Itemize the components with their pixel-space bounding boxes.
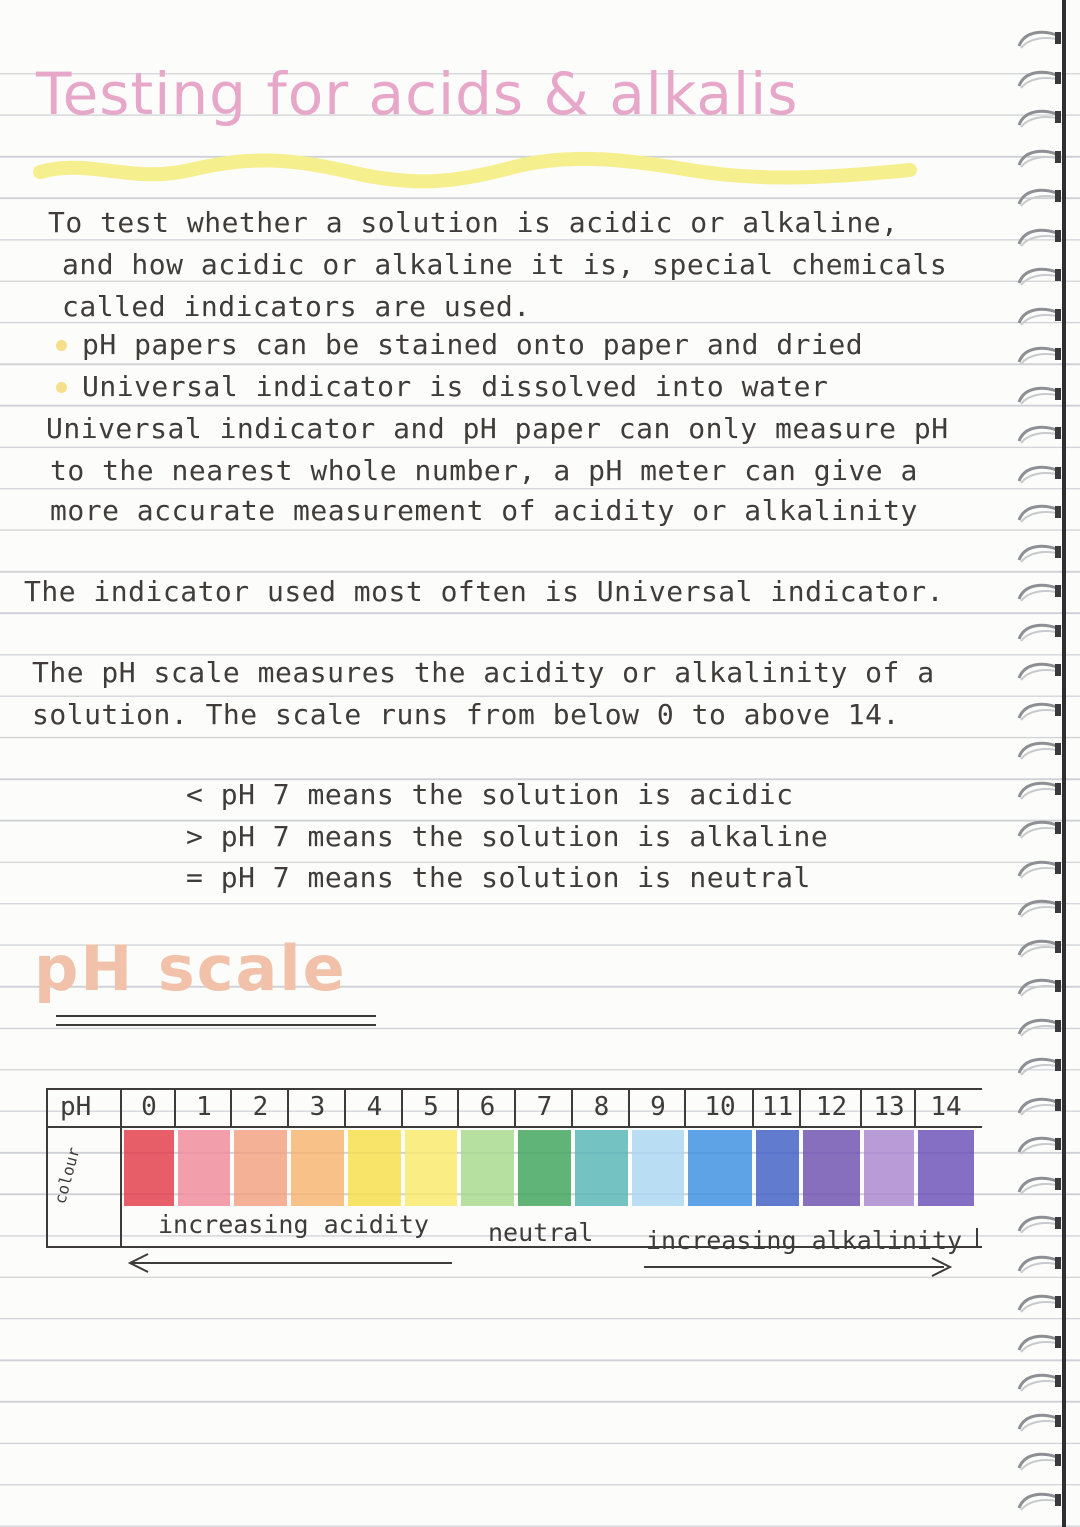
ph-colour-swatch bbox=[461, 1130, 514, 1206]
ph-value: 2 bbox=[252, 1092, 269, 1122]
ph-colour-swatch bbox=[348, 1130, 401, 1206]
rule-text: pH 7 means the solution is neutral bbox=[220, 861, 811, 894]
spiral-ring bbox=[1015, 107, 1063, 129]
ph-cell-14 bbox=[916, 1090, 976, 1208]
spiral-ring bbox=[1015, 186, 1063, 208]
bullet-ph-papers: pH papers can be stained onto paper and dried bbox=[82, 328, 864, 361]
table-border bbox=[46, 1088, 48, 1248]
spiral-ring bbox=[1015, 739, 1063, 761]
acidity-arrow bbox=[132, 1262, 452, 1264]
spiral-ring bbox=[1015, 384, 1063, 406]
spiral-ring bbox=[1015, 463, 1063, 485]
ph-cell-0 bbox=[122, 1090, 176, 1208]
accuracy-line-1: Universal indicator and pH paper can only measure pH bbox=[46, 412, 949, 445]
spiral-ring bbox=[1015, 1055, 1063, 1077]
spiral-ring bbox=[1015, 779, 1063, 801]
ph-value: 12 bbox=[815, 1092, 848, 1122]
ph-cell-3 bbox=[289, 1090, 346, 1208]
page-title: Testing for acids & alkalis bbox=[36, 60, 799, 128]
ph-value: 11 bbox=[761, 1092, 794, 1122]
spiral-ring bbox=[1015, 423, 1063, 445]
ph-colour-swatch bbox=[918, 1130, 974, 1206]
ph-colour-swatch bbox=[234, 1130, 287, 1206]
ph-cell-11 bbox=[754, 1090, 801, 1208]
ph-value: 1 bbox=[196, 1092, 212, 1122]
spiral-ring bbox=[1015, 1016, 1063, 1038]
accuracy-line-3: more accurate measurement of acidity or alkalinity bbox=[50, 494, 918, 527]
heading-underline bbox=[56, 1015, 376, 1017]
spiral-ring bbox=[1015, 265, 1063, 287]
ph-cell-10 bbox=[686, 1090, 754, 1208]
rule-neutral bbox=[186, 861, 811, 894]
neutral-label: neutral bbox=[488, 1218, 594, 1247]
ph-cell-7 bbox=[516, 1090, 573, 1208]
ph-value: 9 bbox=[650, 1092, 666, 1122]
ph-cell-5 bbox=[403, 1090, 459, 1208]
rule-text: pH 7 means the solution is alkaline bbox=[220, 820, 829, 853]
arrow-left-icon bbox=[126, 1252, 150, 1274]
spiral-ring bbox=[1015, 1134, 1063, 1156]
bullet-dot bbox=[56, 382, 67, 393]
colour-row-label: colour bbox=[50, 1145, 84, 1206]
spiral-ring bbox=[1015, 1371, 1063, 1393]
ph-colour-swatch bbox=[756, 1130, 799, 1206]
spiral-ring bbox=[1015, 1450, 1063, 1472]
spiral-ring bbox=[1015, 1253, 1063, 1275]
ph-colour-swatch bbox=[688, 1130, 752, 1206]
spiral-ring bbox=[1015, 305, 1063, 327]
ph-colour-swatch bbox=[124, 1130, 174, 1206]
spiral-ring bbox=[1015, 1095, 1063, 1117]
common-indicator-text: The indicator used most often is Universal indicator. bbox=[24, 575, 944, 608]
increasing-acidity-label: increasing acidity bbox=[158, 1210, 429, 1239]
ph-value: 13 bbox=[873, 1092, 905, 1122]
heading-underline bbox=[56, 1024, 376, 1026]
ph-cell-6 bbox=[459, 1090, 516, 1208]
spiral-ring bbox=[1015, 897, 1063, 919]
spiral-ring bbox=[1015, 1411, 1063, 1433]
rule-acidic bbox=[186, 778, 794, 811]
ph-cells bbox=[122, 1090, 976, 1208]
ph-cell-1 bbox=[176, 1090, 232, 1208]
spiral-ring bbox=[1015, 1213, 1063, 1235]
ph-colour-swatch bbox=[575, 1130, 628, 1206]
ph-cell-2 bbox=[232, 1090, 289, 1208]
spiral-ring bbox=[1015, 660, 1063, 682]
ph-value: 14 bbox=[930, 1092, 962, 1122]
ph-cell-13 bbox=[862, 1090, 916, 1208]
ph-value: 8 bbox=[593, 1092, 610, 1122]
ph-row-label: pH bbox=[60, 1092, 92, 1122]
spiral-ring bbox=[1015, 581, 1063, 603]
rule-symbol: = bbox=[186, 861, 204, 894]
rule-symbol: > bbox=[186, 820, 204, 853]
ph-colour-swatch bbox=[632, 1130, 684, 1206]
ph-value: 10 bbox=[704, 1092, 736, 1122]
spiral-ring bbox=[1015, 226, 1063, 248]
ph-value: 6 bbox=[479, 1092, 496, 1122]
ph-colour-swatch bbox=[291, 1130, 344, 1206]
intro-line-1: To test whether a solution is acidic or alkaline, bbox=[48, 206, 899, 239]
ph-cell-8 bbox=[573, 1090, 630, 1208]
spiral-ring bbox=[1015, 502, 1063, 524]
spiral-ring bbox=[1015, 1490, 1063, 1512]
spiral-ring bbox=[1015, 937, 1063, 959]
bullet-universal-indicator: Universal indicator is dissolved into water bbox=[82, 370, 829, 403]
table-border bbox=[976, 1228, 978, 1248]
spiral-ring bbox=[1015, 344, 1063, 366]
rule-text: pH 7 means the solution is acidic bbox=[220, 778, 794, 811]
spiral-ring bbox=[1015, 147, 1063, 169]
alkalinity-arrow bbox=[644, 1266, 944, 1268]
rule-symbol: < bbox=[186, 778, 204, 811]
spiral-ring bbox=[1015, 542, 1063, 564]
ph-cell-9 bbox=[630, 1090, 686, 1208]
spiral-ring bbox=[1015, 1332, 1063, 1354]
spiral-ring bbox=[1015, 976, 1063, 998]
ph-value: 3 bbox=[309, 1092, 326, 1122]
ph-colour-swatch bbox=[864, 1130, 914, 1206]
ph-value: 4 bbox=[366, 1092, 383, 1122]
ph-cell-4 bbox=[346, 1090, 403, 1208]
bullet-dot bbox=[56, 340, 67, 351]
spiral-binding bbox=[1005, 0, 1080, 1527]
ph-colour-swatch bbox=[178, 1130, 230, 1206]
spiral-ring bbox=[1015, 1174, 1063, 1196]
intro-line-2: and how acidic or alkaline it is, special chemicals bbox=[62, 248, 948, 281]
scale-desc-line-1: The pH scale measures the acidity or alkalinity of a bbox=[32, 656, 935, 689]
scale-desc-line-2: solution. The scale runs from below 0 to above 14. bbox=[32, 698, 900, 731]
ph-scale-heading: pH scale bbox=[34, 932, 347, 1005]
spiral-ring bbox=[1015, 818, 1063, 840]
spiral-ring bbox=[1015, 700, 1063, 722]
ph-colour-swatch bbox=[803, 1130, 860, 1206]
ph-colour-swatch bbox=[518, 1130, 571, 1206]
ph-cell-12 bbox=[801, 1090, 862, 1208]
spiral-ring bbox=[1015, 1292, 1063, 1314]
ph-value: 0 bbox=[141, 1092, 157, 1122]
increasing-alkalinity-label: increasing alkalinity bbox=[646, 1226, 963, 1255]
arrow-right-icon bbox=[930, 1256, 954, 1278]
title-highlight bbox=[30, 150, 920, 190]
spiral-ring bbox=[1015, 621, 1063, 643]
spiral-ring bbox=[1015, 28, 1063, 50]
ph-value: 7 bbox=[536, 1092, 553, 1122]
accuracy-line-2: to the nearest whole number, a pH meter can give a bbox=[50, 454, 918, 487]
ph-value: 5 bbox=[423, 1092, 439, 1122]
intro-line-3: called indicators are used. bbox=[62, 290, 531, 323]
spiral-ring bbox=[1015, 858, 1063, 880]
spiral-ring bbox=[1015, 68, 1063, 90]
ph-colour-swatch bbox=[405, 1130, 457, 1206]
rule-alkaline bbox=[186, 820, 828, 853]
page-edge bbox=[1062, 0, 1066, 1527]
